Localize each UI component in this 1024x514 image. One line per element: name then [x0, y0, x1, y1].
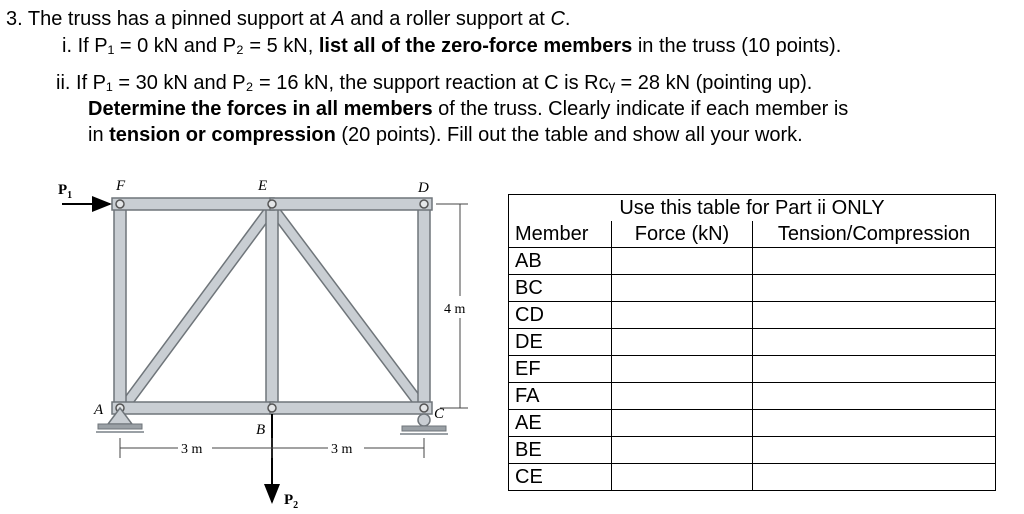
table-row [509, 329, 996, 356]
force-cell[interactable] [612, 464, 753, 491]
tc-cell[interactable] [753, 410, 996, 437]
table-row [509, 464, 996, 491]
dimension-horizontal [120, 438, 424, 458]
member-name: BC [509, 275, 612, 302]
label-C: C [434, 406, 445, 422]
part-ii-bold1: Determine the forces in all members [88, 98, 433, 120]
member-name: BE [509, 437, 612, 464]
label-E: E [258, 178, 268, 194]
table-row [509, 302, 996, 329]
table-row [509, 410, 996, 437]
intro-point-a: A [331, 8, 345, 30]
intro-text-b: and a roller support at [344, 8, 551, 30]
member-BE [266, 204, 278, 410]
tc-cell[interactable] [753, 464, 996, 491]
member-name: AE [509, 410, 612, 437]
label-P1: $P_1$ [58, 182, 73, 201]
label-D: D [418, 180, 429, 196]
part-ii-text: If P₁ = 30 kN and P₂ = 16 kN, the support reaction at C is Rᴄᵧ = 28 kN (pointing up). [76, 72, 813, 94]
label-A: A [94, 402, 104, 418]
question-part-ii-line2 [88, 96, 848, 122]
tc-cell[interactable] [753, 383, 996, 410]
member-name: AB [509, 248, 612, 275]
dim-left-label: 3 m [181, 442, 203, 457]
table-row [509, 248, 996, 275]
dim-height-label: 4 m [444, 302, 466, 317]
part-ii-label: ii. [56, 72, 71, 94]
member-name: CE [509, 464, 612, 491]
tc-cell[interactable] [753, 356, 996, 383]
member-FA [114, 204, 126, 410]
force-cell[interactable] [612, 275, 753, 302]
force-cell[interactable] [612, 302, 753, 329]
force-cell[interactable] [612, 356, 753, 383]
part-ii-bold2: tension or compression [109, 124, 336, 146]
part-i-text: If P₁ = 0 kN and P₂ = 5 kN, [77, 35, 319, 57]
member-AE [120, 204, 276, 410]
question-part-ii-line3 [88, 122, 803, 148]
member-CD [418, 204, 430, 410]
label-B: B [256, 422, 266, 438]
member-name: FA [509, 383, 612, 410]
member-name: CD [509, 302, 612, 329]
intro-text-a: The truss has a pinned support at [27, 8, 332, 30]
part-i-label: i. [62, 35, 72, 57]
intro-point-c: C [550, 8, 565, 30]
question-line-intro [6, 6, 570, 32]
table-row [509, 437, 996, 464]
force-cell[interactable] [612, 248, 753, 275]
tc-cell[interactable] [753, 437, 996, 464]
member-name: EF [509, 356, 612, 383]
tc-cell[interactable] [753, 248, 996, 275]
question-part-ii [56, 70, 812, 96]
label-F: F [116, 178, 126, 194]
member-name: DE [509, 329, 612, 356]
label-P2: $P_2$ [284, 492, 299, 511]
header-force: Force (kN) [612, 221, 753, 248]
member-BC [270, 402, 432, 414]
header-member: Member [509, 221, 612, 248]
member-DE [270, 198, 432, 210]
dim-right-label: 3 m [331, 442, 353, 457]
part-ii-tail: (20 points). Fill out the table and show all your work. [335, 124, 803, 146]
tc-cell[interactable] [753, 275, 996, 302]
question-number: 3. [6, 8, 23, 30]
force-cell[interactable] [612, 329, 753, 356]
table-row [509, 356, 996, 383]
intro-text-c: . [564, 8, 571, 30]
table-row [509, 383, 996, 410]
table-row [509, 275, 996, 302]
force-cell[interactable] [612, 437, 753, 464]
member-CE [268, 204, 426, 410]
force-cell[interactable] [612, 383, 753, 410]
part-ii-pre: in [88, 124, 110, 146]
member-AB [112, 402, 274, 414]
force-cell[interactable] [612, 410, 753, 437]
tc-cell[interactable] [753, 302, 996, 329]
header-tension-compression: Tension/Compression [753, 221, 996, 248]
member-EF [112, 198, 274, 210]
answer-table [508, 194, 996, 491]
part-ii-mid: of the truss. Clearly indicate if each member is [432, 98, 849, 120]
table-title: Use this table for Part ii ONLY [509, 195, 996, 222]
table-title-row [509, 195, 996, 222]
table-header-row [509, 221, 996, 248]
part-i-tail: in the truss (10 points). [632, 35, 842, 57]
tc-cell[interactable] [753, 329, 996, 356]
question-part-i [62, 33, 841, 59]
truss-diagram [40, 168, 480, 514]
part-i-bold: list all of the zero-force members [318, 35, 633, 57]
